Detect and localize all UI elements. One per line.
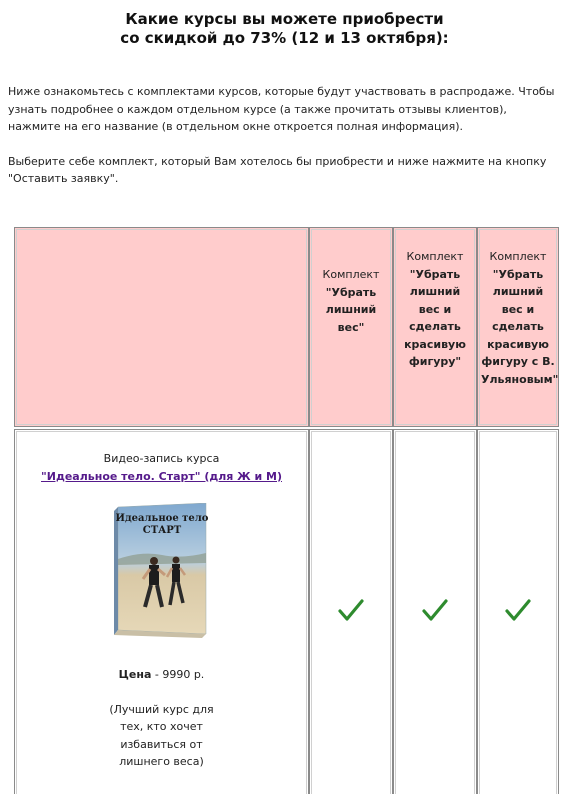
kit-1-include-cell xyxy=(309,429,393,794)
price-label: Цена xyxy=(118,668,152,681)
intro-text xyxy=(8,83,556,188)
cover-title-line1: Идеальное тело xyxy=(115,513,208,524)
page-title xyxy=(0,10,569,48)
intro-paragraph-1: Ниже ознакомьтесь с комплектами курсов, которые будут участвовать в распродаже. Чтобы узнать подробнее о каждом отдельном курсе (а также прочитать отзывы клиентов), нажмите на его название (в отдельном окне откроется полная информация). xyxy=(8,85,555,133)
course-note: (Лучший курс для тех, кто хочет избавиться от лишнего веса) xyxy=(109,702,214,768)
course-link[interactable]: "Идеальное тело. Старт" (для Ж и М) xyxy=(41,469,282,483)
page-title-line2: со скидкой до 73% (12 и 13 октября): xyxy=(120,29,449,47)
header-kit-3 xyxy=(477,227,559,427)
course-type: Видео-запись курса xyxy=(103,452,220,465)
header-kit-1 xyxy=(309,227,393,427)
check-icon xyxy=(505,598,531,622)
header-empty-cell xyxy=(14,227,309,427)
course-info xyxy=(15,450,308,771)
intro-paragraph-2: Выберите себе комплект, который Вам хотелось бы приобрести и ниже нажмите на кнопку "Оставить заявку". xyxy=(8,154,547,185)
check-icon xyxy=(338,598,364,622)
course-cover-image[interactable] xyxy=(112,503,212,638)
check-icon xyxy=(422,598,448,622)
course-cell xyxy=(14,429,309,794)
kit-1-name: "Убрать лишний вес" xyxy=(325,285,377,334)
course-price xyxy=(15,666,308,684)
price-value: - 9990 р. xyxy=(151,668,205,681)
kit-2-name: "Убрать лишний вес и сделать красивую фигуру" xyxy=(404,267,466,368)
kit-1-label: Комплект xyxy=(322,268,380,281)
header-kit-2 xyxy=(393,227,477,427)
kits-table xyxy=(14,227,559,794)
kit-3-label: Комплект xyxy=(489,250,547,263)
cover-title-line2: СТАРТ xyxy=(142,525,181,536)
kit-3-include-cell xyxy=(477,429,559,794)
kit-3-name: "Убрать лишний вес и сделать красивую фигуру с В. Ульяновым" xyxy=(481,267,559,386)
page-title-line1: Какие курсы вы можете приобрести xyxy=(125,10,444,28)
kit-2-include-cell xyxy=(393,429,477,794)
kit-2-label: Комплект xyxy=(406,250,464,263)
